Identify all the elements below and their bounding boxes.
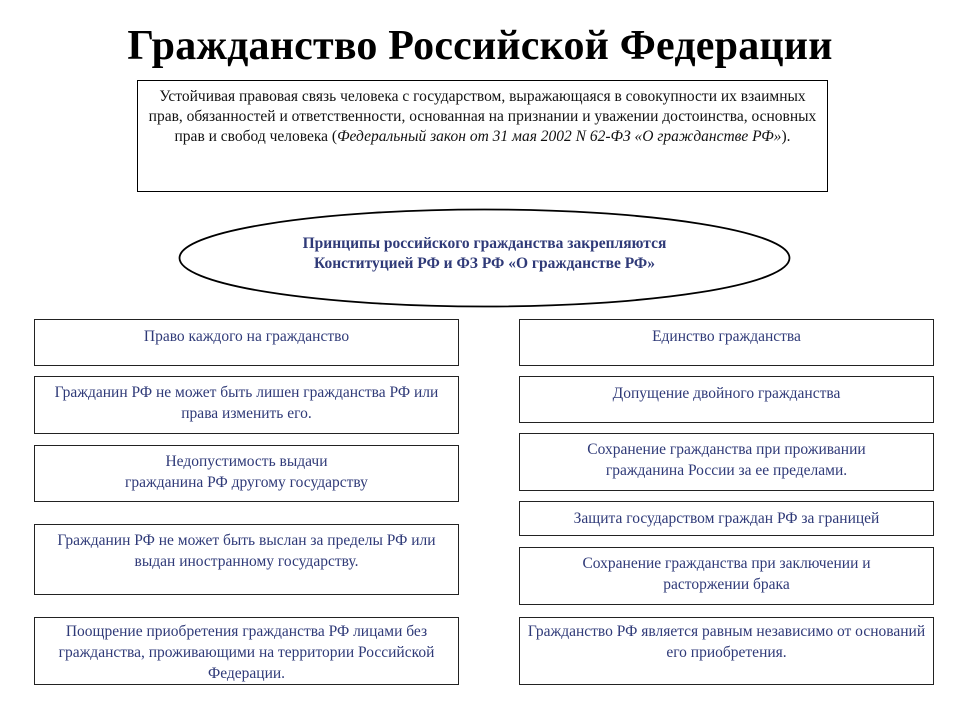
principles-header-line2: Конституцией РФ и ФЗ РФ «О гражданстве РФ»: [314, 255, 655, 272]
definition-ref-close: ).: [781, 128, 791, 145]
principle-box: [519, 319, 934, 366]
principle-text: Право каждого на гражданство: [143, 328, 350, 345]
principle-box: [519, 547, 934, 605]
principle-box: [519, 617, 934, 685]
principle-box: [519, 433, 934, 491]
principle-text: Сохранение гражданства при заключении и расторжении брака: [582, 555, 871, 593]
principle-box: [34, 376, 459, 434]
page-title: Гражданство Российской Федерации: [127, 23, 833, 69]
principle-box: [34, 617, 459, 685]
definition-law-reference: Федеральный закон от 31 мая 2002 N 62-ФЗ «О гражданстве РФ»: [337, 128, 782, 145]
principle-box: [34, 524, 459, 595]
principle-text: Единство гражданства: [652, 328, 801, 345]
principle-text: Защита государством граждан РФ за границей: [573, 510, 880, 527]
principle-text: Гражданин РФ не может быть лишен гражданства РФ или права изменить его.: [54, 384, 439, 422]
principle-text: Гражданин РФ не может быть выслан за пределы РФ или выдан иностранному государству.: [57, 532, 436, 570]
principle-text: Гражданство РФ является равным независимо от оснований его приобретения.: [527, 623, 926, 661]
principle-text: Сохранение гражданства при проживании гражданина России за ее пределами.: [587, 441, 866, 479]
principle-text: Поощрение приобретения гражданства РФ лицами без гражданства, проживающими на территории Российской Федерации.: [58, 623, 435, 682]
principle-text: Недопустимость выдачи гражданина РФ другому государству: [125, 453, 368, 491]
principle-box: [519, 376, 934, 423]
principle-box: [34, 319, 459, 366]
definition-ref-open: (: [331, 128, 338, 145]
principles-header-line1: Принципы российского гражданства закрепляются: [302, 235, 667, 252]
citizenship-definition-box: [137, 80, 828, 192]
definition-text: Устойчивая правовая связь человека с государством, выражающаяся в совокупности их взаимных прав, обязанностей и ответственности, основанная на признании и уважении достоинства, основных прав и свобод человека: [148, 88, 817, 145]
principles-ellipse: [178, 208, 791, 308]
principle-box: [519, 501, 934, 536]
principles-header-text: [178, 234, 791, 274]
principle-text: Допущение двойного гражданства: [612, 385, 841, 402]
principle-box: [34, 445, 459, 502]
